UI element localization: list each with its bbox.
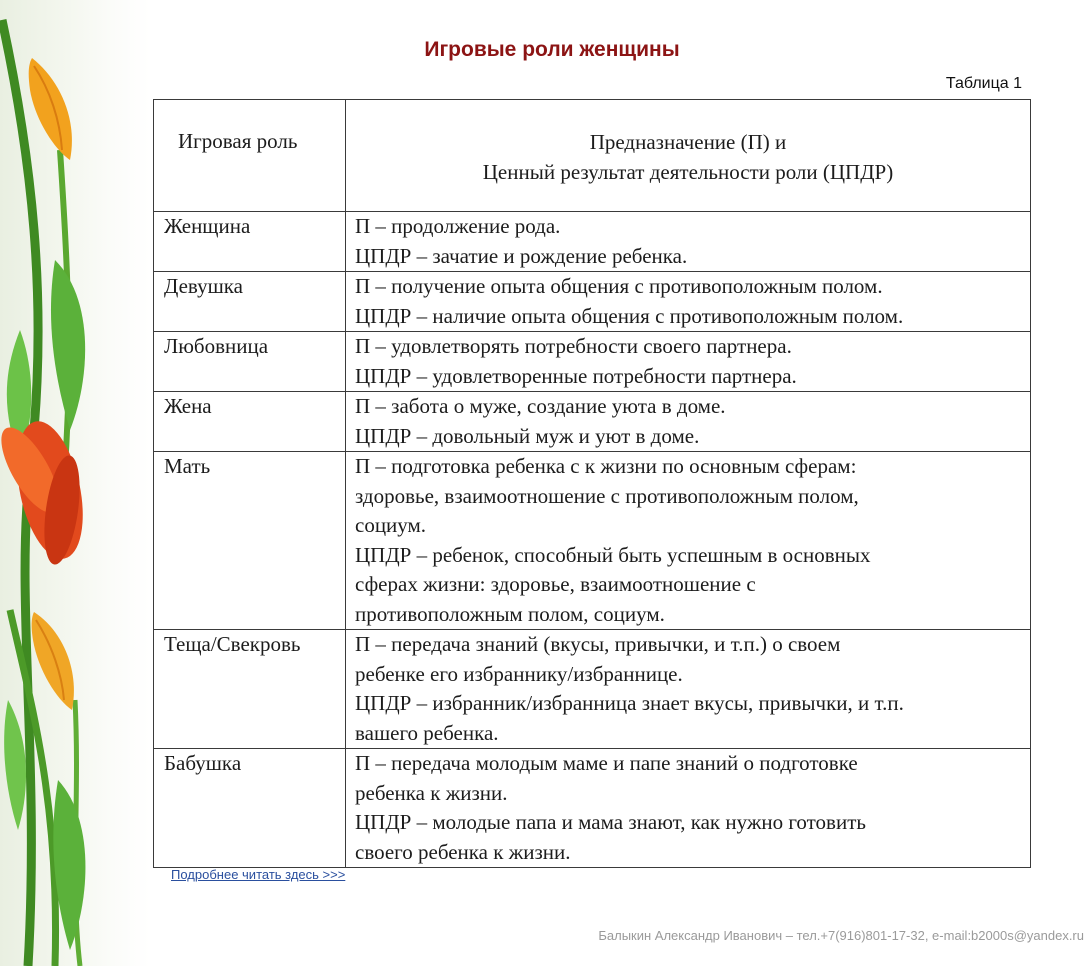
table-row xyxy=(154,272,1031,332)
table-row xyxy=(154,749,1031,868)
description-line: ЦПДР – зачатие и рождение ребенка. xyxy=(355,243,688,268)
table-header-row xyxy=(154,100,1031,212)
description-cell xyxy=(346,749,1031,868)
role-cell: Женщина xyxy=(154,212,346,272)
table-row xyxy=(154,392,1031,452)
page-title: Игровые роли женщины xyxy=(424,38,680,61)
description-line: П – получение опыта общения с противоположным полом. xyxy=(355,274,883,298)
header-role: Игровая роль xyxy=(154,100,346,212)
description-cell xyxy=(346,392,1031,452)
role-cell: Бабушка xyxy=(154,749,346,868)
header-purpose xyxy=(346,100,1031,212)
table-number-label: Таблица 1 xyxy=(945,75,1022,92)
roles-table xyxy=(153,99,1031,868)
header-purpose-line: Предназначение (П) и xyxy=(589,130,787,154)
flower-illustration-icon xyxy=(0,0,150,966)
description-line: П – забота о муже, создание уюта в доме. xyxy=(355,394,726,418)
header-purpose-line: Ценный результат деятельности роли (ЦПДР) xyxy=(482,160,894,184)
author-contact-footer: Балыкин Александр Иванович – тел.+7(916)801-17-32, e-mail:b2000s@yandex.ru xyxy=(598,928,1084,943)
description-cell xyxy=(346,212,1031,272)
table-row xyxy=(154,212,1031,272)
read-more-link[interactable]: Подробнее читать здесь >>> xyxy=(171,867,346,882)
role-cell: Жена xyxy=(154,392,346,452)
description-line: П – передача молодым маме и папе знаний о подготовке xyxy=(355,751,858,775)
role-cell: Любовница xyxy=(154,332,346,392)
description-line: ребенка к жизни. xyxy=(355,780,508,805)
description-line: вашего ребенка. xyxy=(355,720,499,745)
description-line: ЦПДР – молодые папа и мама знают, как нужно готовить xyxy=(355,810,866,834)
description-line: ребенке его избраннику/избраннице. xyxy=(355,661,683,686)
description-cell xyxy=(346,630,1031,749)
description-line: противоположным полом, социум. xyxy=(355,601,665,626)
description-cell xyxy=(346,272,1031,332)
description-line: ЦПДР – ребенок, способный быть успешным в основных xyxy=(355,542,871,567)
description-cell xyxy=(346,332,1031,392)
description-line: здоровье, взаимоотношение с противоположным полом, xyxy=(355,483,859,508)
table-row xyxy=(154,452,1031,630)
description-line: П – продолжение рода. xyxy=(355,214,561,238)
role-cell: Мать xyxy=(154,452,346,630)
flower-decoration xyxy=(0,0,150,966)
description-line: ЦПДР – довольный муж и уют в доме. xyxy=(355,423,700,448)
description-line: ЦПДР – наличие опыта общения с противоположным полом. xyxy=(355,303,904,328)
table-row xyxy=(154,332,1031,392)
role-cell: Теща/Свекровь xyxy=(154,630,346,749)
description-line: своего ребенка к жизни. xyxy=(355,839,571,864)
table-row xyxy=(154,630,1031,749)
description-line: П – удовлетворять потребности своего партнера. xyxy=(355,334,792,358)
role-cell: Девушка xyxy=(154,272,346,332)
description-line: П – подготовка ребенка с к жизни по основным сферам: xyxy=(355,454,857,478)
description-line: ЦПДР – удовлетворенные потребности партнера. xyxy=(355,363,797,388)
description-line: П – передача знаний (вкусы, привычки, и т.п.) о своем xyxy=(355,632,841,656)
description-line: социум. xyxy=(355,513,427,537)
description-line: ЦПДР – избранник/избранница знает вкусы, привычки, и т.п. xyxy=(355,691,904,715)
description-cell xyxy=(346,452,1031,630)
description-line: сферах жизни: здоровье, взаимоотношение с xyxy=(355,572,756,596)
